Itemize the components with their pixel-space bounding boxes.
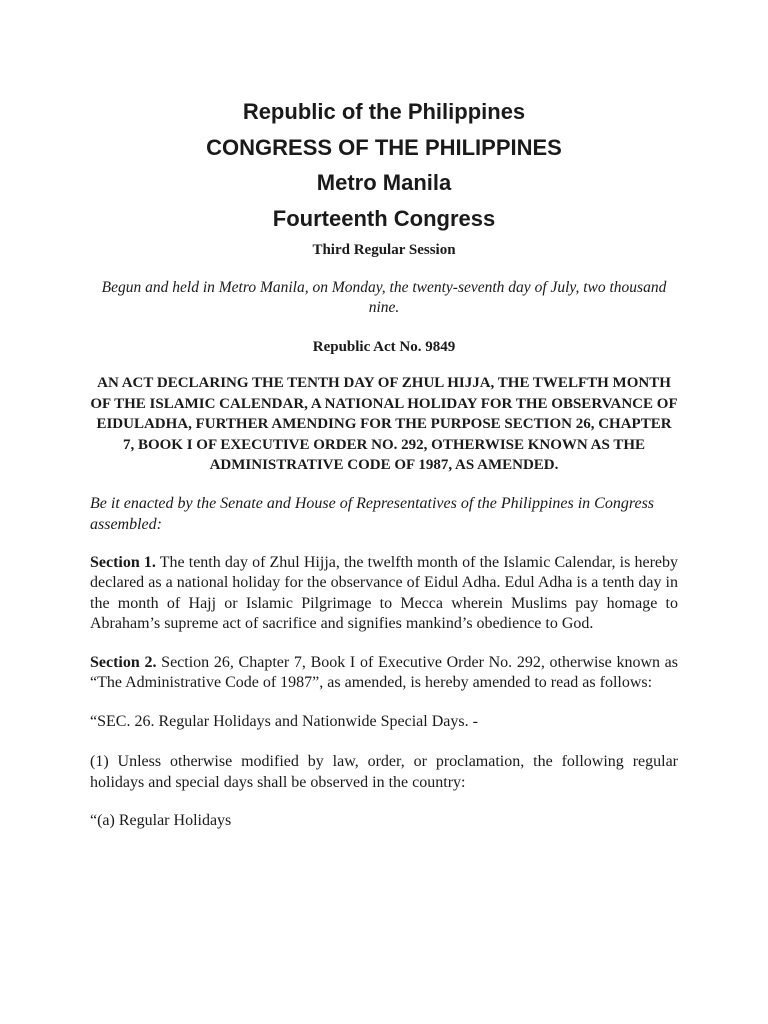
- act-title: AN ACT DECLARING THE TENTH DAY OF ZHUL HIJJA, THE TWELFTH MONTH OF THE ISLAMIC CALENDAR, A NATIONAL HOLIDAY FOR THE OBSERVANCE OF EIDULADHA, FURTHER AMENDING FOR THE PURPOSE SECTION 26, CHAPTER 7, BOOK I OF EXECUTIVE ORDER NO. 292, OTHERWISE KNOWN AS THE ADMINISTRATIVE CODE OF 1987, AS AMENDED.: [90, 375, 678, 473]
- republic-act-number: Republic Act No. 9849: [312, 339, 456, 355]
- document-header: [90, 94, 678, 236]
- header-republic: Republic of the Philippines: [242, 99, 526, 124]
- section-2-label: Section 2.: [90, 653, 157, 671]
- header-location: Metro Manila: [316, 170, 452, 195]
- section-1-text: The tenth day of Zhul Hijja, the twelfth month of the Islamic Calendar, is hereby declared as a national holiday for the observance of Eidul Adha. Edul Adha is a tenth day in the month of Hajj or Islamic Pilgrimage to Mecca wherein Muslims pay homage to Abraham’s supreme act of sacrifice and signifies mankind’s obedience to God.: [90, 553, 679, 632]
- session-title: Third Regular Session: [312, 242, 456, 258]
- begun-statement: Begun and held in Metro Manila, on Monday, the twenty-seventh day of July, two thousand nine.: [101, 279, 667, 316]
- section-2-text: Section 26, Chapter 7, Book I of Executive Order No. 292, otherwise known as “The Administrative Code of 1987”, as amended, is hereby amended to read as follows:: [90, 653, 679, 691]
- provision-item-a: “(a) Regular Holidays: [90, 812, 232, 829]
- section-1: [90, 553, 678, 635]
- section-1-label: Section 1.: [90, 553, 156, 571]
- header-congress: CONGRESS OF THE PHILIPPINES: [206, 134, 562, 160]
- header-congress-number: Fourteenth Congress: [272, 205, 496, 231]
- section-2: [90, 653, 678, 694]
- sec-26-heading: “SEC. 26. Regular Holidays and Nationwide Special Days. -: [90, 712, 478, 730]
- provision-item-1: (1) Unless otherwise modified by law, order, or proclamation, the following regular holidays and special days shall be observed in the country:: [90, 753, 678, 791]
- enacting-clause: Be it enacted by the Senate and House of Representatives of the Philippines in Congress assembled:: [90, 494, 655, 533]
